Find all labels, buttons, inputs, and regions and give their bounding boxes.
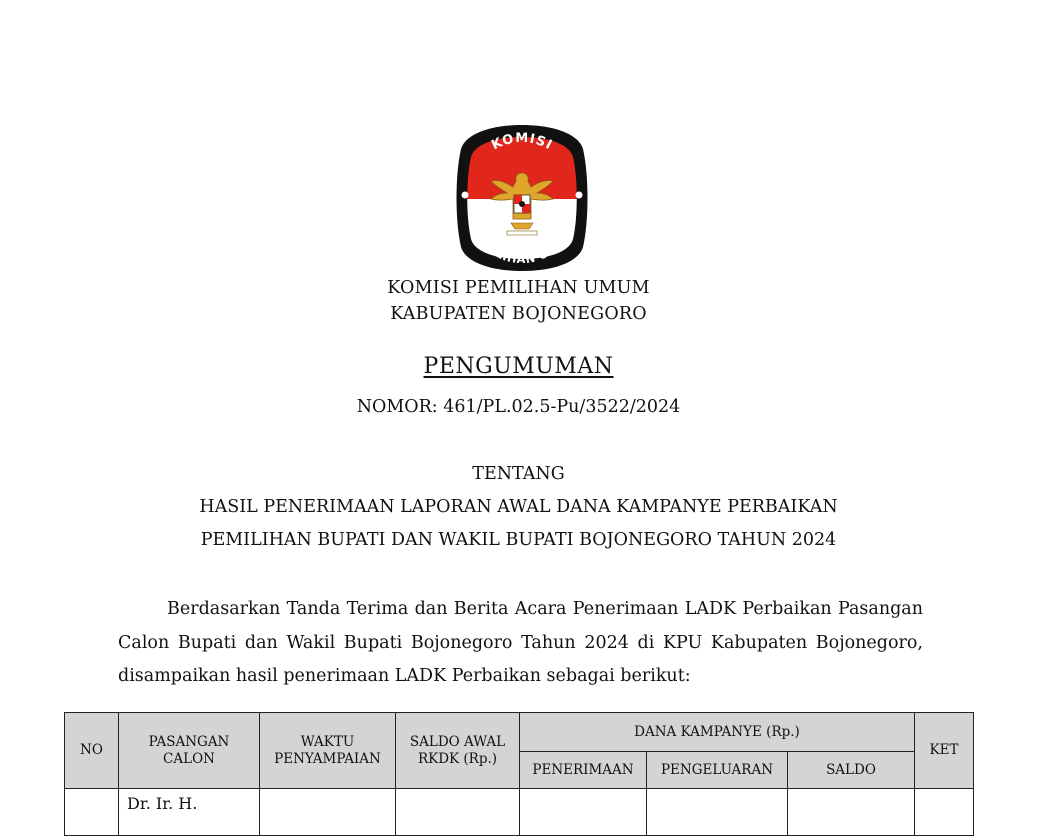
table-row <box>65 789 974 836</box>
col-header-waktu: WAKTU PENYAMPAIAN <box>260 713 396 789</box>
cell-pengeluaran <box>647 789 788 836</box>
org-name-line2: KABUPATEN BOJONEGORO <box>390 304 647 324</box>
kpu-logo <box>455 123 589 273</box>
org-name-line1: KOMISI PEMILIHAN UMUM <box>387 278 650 298</box>
col-header-no: NO <box>65 713 119 789</box>
subject-line2: PEMILIHAN BUPATI DAN WAKIL BUPATI BOJONEGORO TAHUN 2024 <box>200 530 837 550</box>
svg-text:KOMISI: KOMISI <box>489 130 555 154</box>
cell-saldo-awal <box>396 789 520 836</box>
cell-ket <box>915 789 974 836</box>
cell-saldo <box>788 789 915 836</box>
svg-text:PEMILIHAN UMUM: PEMILIHAN UMUM <box>472 223 572 267</box>
cell-waktu <box>260 789 396 836</box>
cell-no <box>65 789 119 836</box>
col-header-dana-kampanye: DANA KAMPANYE (Rp.) <box>520 713 915 752</box>
col-header-saldo-awal: SALDO AWAL RKDK (Rp.) <box>396 713 520 789</box>
campaign-fund-table <box>64 712 974 836</box>
intro-paragraph: Berdasarkan Tanda Terima dan Berita Acara Penerimaan LADK Perbaikan Pasangan Calon Bupati dan Wakil Bupati Bojonegoro Tahun 2024 di KPU Kabupaten Bojonegoro, disampaikan hasil penerimaan LADK Perbaikan sebagai berikut: <box>118 599 923 686</box>
cell-pasangan-calon: Dr. Ir. H. <box>119 789 260 836</box>
col-header-ket: KET <box>915 713 974 789</box>
col-header-pengeluaran: PENGELUARAN <box>647 752 788 789</box>
cell-penerimaan <box>520 789 647 836</box>
tentang-label: TENTANG <box>472 464 565 484</box>
subject-line1: HASIL PENERIMAAN LAPORAN AWAL DANA KAMPANYE PERBAIKAN <box>199 497 838 517</box>
col-header-penerimaan: PENERIMAAN <box>520 752 647 789</box>
col-header-saldo: SALDO <box>788 752 915 789</box>
col-header-pasangan-calon: PASANGAN CALON <box>119 713 260 789</box>
document-number: NOMOR: 461/PL.02.5-Pu/3522/2024 <box>356 397 681 417</box>
page-title: PENGUMUMAN <box>423 354 614 379</box>
